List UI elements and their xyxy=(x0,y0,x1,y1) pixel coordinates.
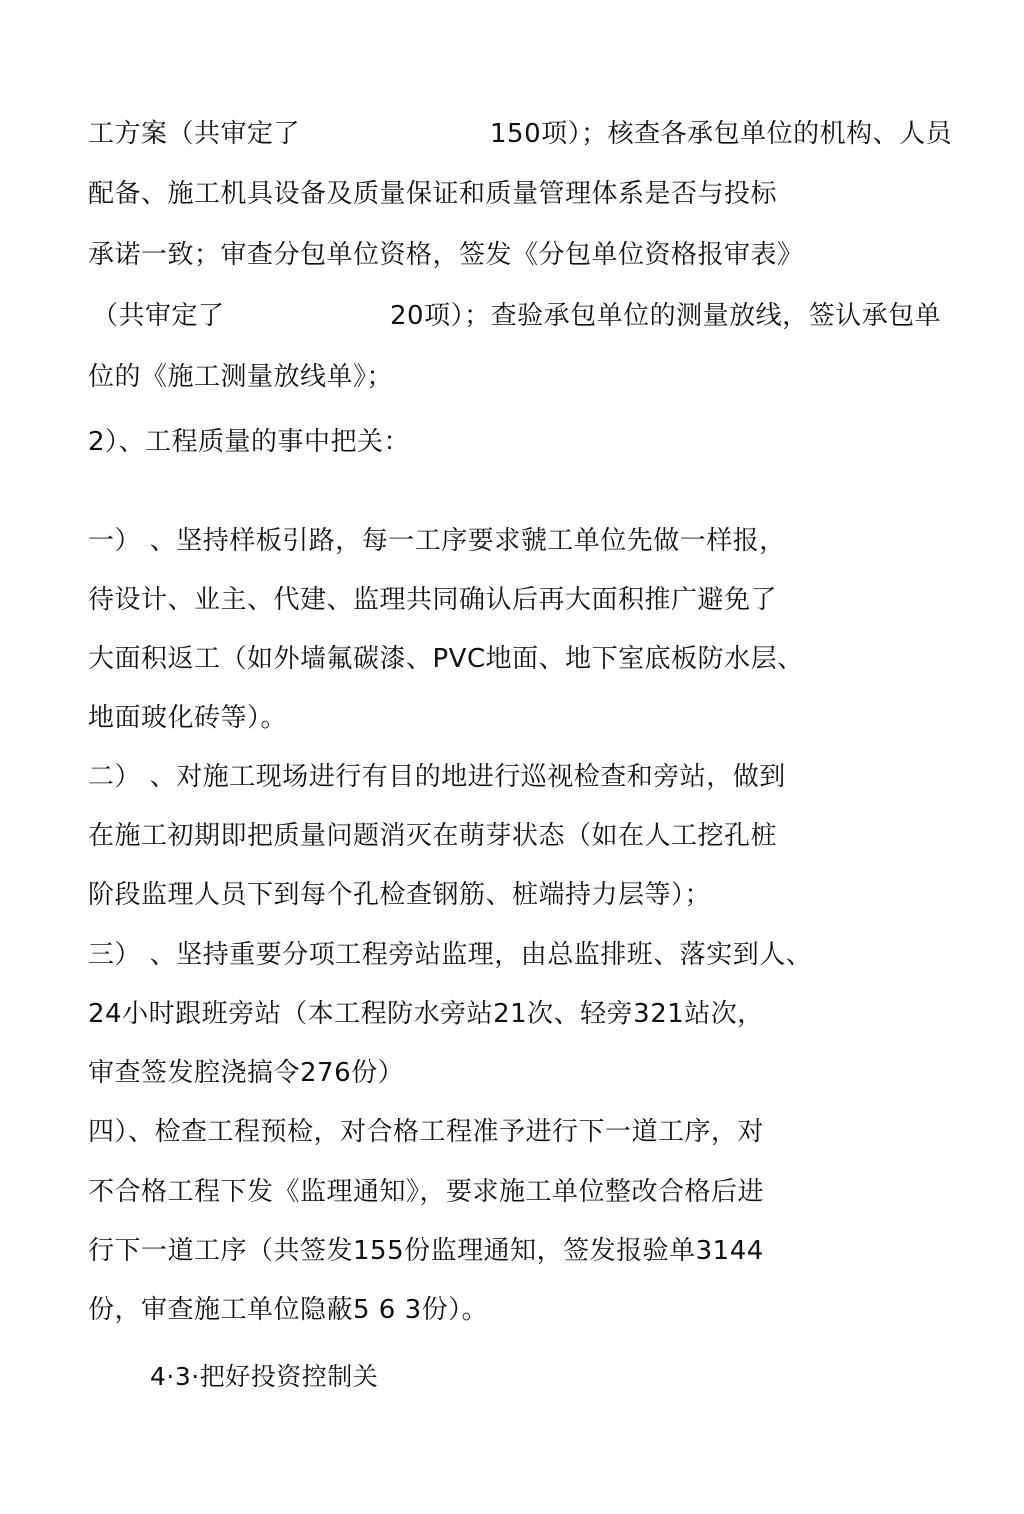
text-line-10: 地面玻化砖等）。 xyxy=(88,703,288,733)
text-line-4 xyxy=(92,300,942,332)
text-line-5: 位的《施工测量放线单》； xyxy=(88,362,394,392)
text-line-14: 三） 、坚持重要分项工程旁站监理，由总监排班、落实到人、 xyxy=(88,940,813,970)
text-line-4-part-b: 20项）；查验承包单位的测量放线，签认承包单 xyxy=(390,301,942,331)
text-line-6: 2）、工程质量的事中把关： xyxy=(88,427,411,457)
text-line-8: 待设计、业主、代建、监理共同确认后再大面积推广避免了 xyxy=(88,585,778,615)
text-line-2: 配备、施工机具设备及质量保证和质量管理体系是否与投标 xyxy=(88,179,778,209)
text-line-7: 一） 、坚持样板引路，每一工序要求虢工单位先做一样报， xyxy=(88,526,786,556)
text-line-13: 阶段监理人员下到每个孔检查钢筋、桩端持力层等）； xyxy=(88,880,712,910)
text-line-12: 在施工初期即把质量问题消灭在萌芽状态（如在人工挖孔桩 xyxy=(88,821,778,851)
text-line-17: 四）、检查工程预检，对合格工程准予进行下一道工序，对 xyxy=(88,1117,765,1147)
text-line-1-part-b: 150项）；核查各承包单位的机构、人员 xyxy=(490,119,953,149)
text-line-15: 24小时跟班旁站（本工程防水旁站21次、轻旁321站次， xyxy=(88,999,764,1029)
text-line-1-part-a: 工方案（共审定了 xyxy=(88,119,301,149)
text-line-4-part-a: （共审定了 xyxy=(92,301,225,331)
section-heading: 4·3·把好投资控制关 xyxy=(150,1362,379,1391)
text-line-11: 二） 、对施工现场进行有目的地进行巡视检查和旁站，做到 xyxy=(88,762,786,792)
text-line-20: 份，审查施工单位隐蔽5 6 3份）。 xyxy=(88,1295,489,1325)
text-line-9: 大面积返工（如外墙氟碳漆、PVC地面、地下室底板防水层、 xyxy=(88,644,804,674)
text-line-1 xyxy=(88,118,953,150)
text-line-18: 不合格工程下发《监理通知》，要求施工单位整改合格后进 xyxy=(88,1177,765,1207)
text-line-16: 审查签发腔浇搞令276份） xyxy=(88,1058,405,1088)
text-line-19: 行下一道工序（共签发155份监理通知，签发报验单3144 xyxy=(88,1236,764,1266)
text-line-3: 承诺一致；审查分包单位资格，签发《分包单位资格报审表》 xyxy=(88,240,804,270)
